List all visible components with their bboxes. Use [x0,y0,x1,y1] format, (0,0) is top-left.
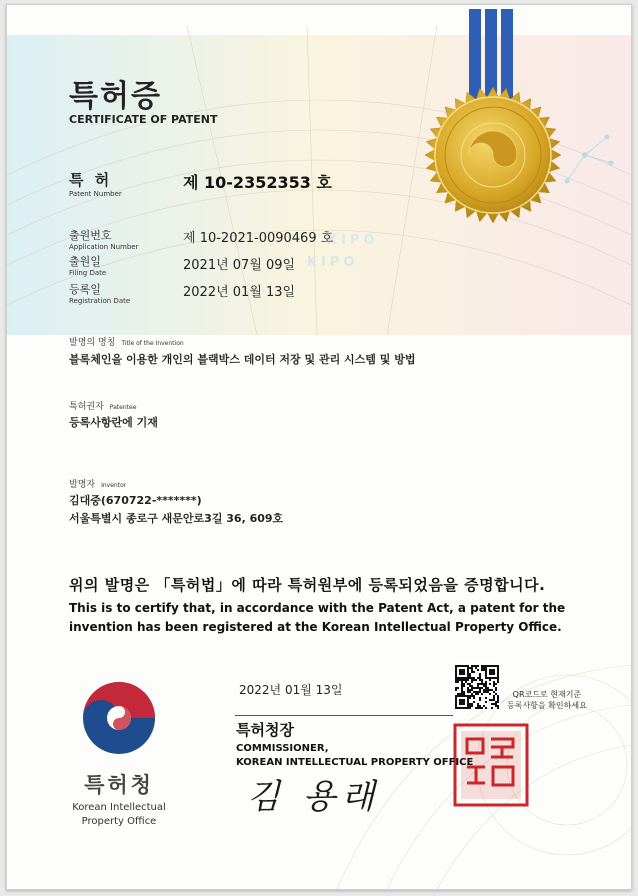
patentee-label: 특허권자 Patentee [69,402,137,412]
invention-value: 블록체인을 이용한 개인의 블랙박스 데이터 저장 및 관리 시스템 및 방법 [69,353,416,366]
kipo-name-en: Korean Intellectual Property Office [72,802,166,827]
invention-label: 발명의 명칭 Title of the Invention [69,338,184,348]
certification-en-1: This is to certify that, in accordance with the Patent Act, a patent for the [69,601,566,615]
inventor-name: 김대중(670722-*******) [69,494,202,507]
certification-en-2: invention has been registered at the Korean Intellectual Property Office. [69,620,562,634]
inventor-label: 발명자 Inventor [69,480,127,490]
commissioner-signature: 김 용래 [247,777,381,817]
registration-value: 2022년 01월 13일 [183,285,296,300]
commissioner-en-1: COMMISSIONER, [236,743,329,754]
filing-label: 출원일 Filing Date [69,255,107,277]
gold-seal-icon [425,87,561,223]
patent-number-value: 제 10-2352353 호 [183,173,332,192]
registration-label: 등록일 Registration Date [69,283,131,305]
qr-caption: QR코드로 현재기준 등록사항을 확인하세요 [507,690,587,710]
page-subtitle: CERTIFICATE OF PATENT [69,113,218,126]
patent-number-label: 특 허 Patent Number [69,171,122,198]
watermark-2: KIPO [307,255,359,270]
filing-value: 2021년 07월 09일 [183,258,296,273]
commissioner-divider [235,715,453,716]
inventor-address: 서울특별시 종로구 새문안로3길 36, 609호 [69,512,284,525]
watermark: KIPO [327,233,379,248]
commissioner-en-2: KOREAN INTELLECTUAL PROPERTY OFFICE [236,757,474,768]
certificate-sheet [6,4,632,890]
certification-ko: 위의 발명은 「특허법」에 따라 특허원부에 등록되었음을 증명합니다. [69,576,546,594]
page-title: 특허증 [69,79,162,114]
patentee-value: 등록사항란에 기재 [69,416,158,429]
issue-date: 2022년 01월 13일 [239,683,343,697]
kipo-name-ko: 특허청 [84,773,154,797]
application-label: 출원번호 Application Number [69,229,139,251]
qr-code-icon[interactable] [453,663,501,711]
application-value: 제 10-2021-0090469 호 [183,231,334,246]
commissioner-title: 특허청장 [236,721,294,739]
kipo-logo-icon [83,682,155,754]
